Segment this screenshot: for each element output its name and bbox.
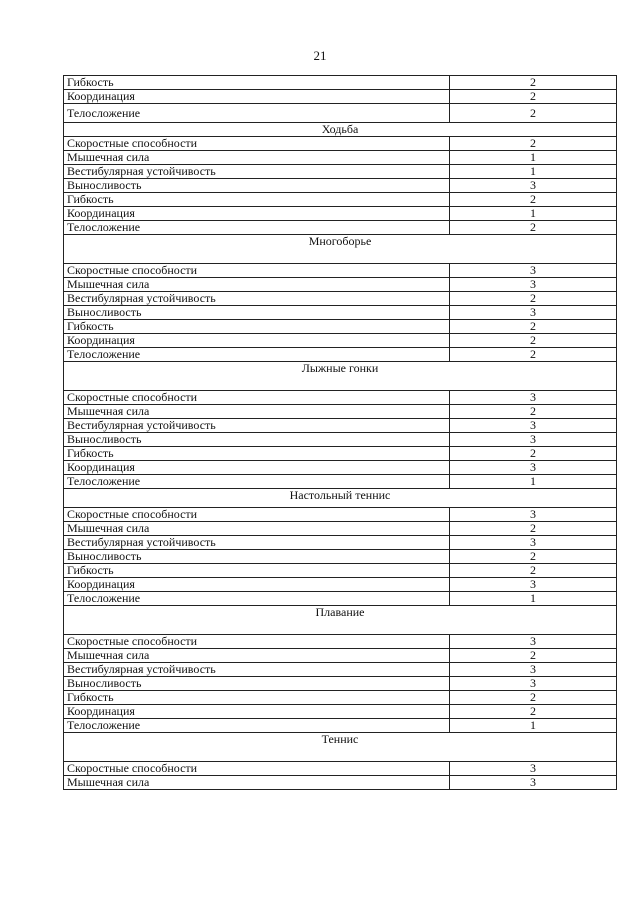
quality-label: Гибкость [64, 76, 450, 90]
quality-label: Скоростные способности [64, 391, 450, 405]
table-row [64, 405, 617, 419]
quality-label: Гибкость [64, 193, 450, 207]
quality-score: 2 [450, 320, 617, 334]
quality-label: Вестибулярная устойчивость [64, 663, 450, 677]
table-row [64, 592, 617, 606]
quality-score: 2 [450, 447, 617, 461]
section-title: Настольный теннис [64, 489, 617, 508]
quality-score: 1 [450, 151, 617, 165]
quality-label: Скоростные способности [64, 762, 450, 776]
quality-score: 2 [450, 405, 617, 419]
quality-score: 3 [450, 264, 617, 278]
table-row [64, 320, 617, 334]
table-row [64, 550, 617, 564]
quality-score: 2 [450, 90, 617, 104]
quality-label: Телосложение [64, 592, 450, 606]
quality-score: 3 [450, 306, 617, 320]
quality-score: 3 [450, 677, 617, 691]
quality-score: 3 [450, 391, 617, 405]
quality-score: 2 [450, 564, 617, 578]
table-row [64, 578, 617, 592]
table-row [64, 76, 617, 90]
section-title: Ходьба [64, 123, 617, 137]
table-row [64, 90, 617, 104]
table-row [64, 649, 617, 663]
table-row [64, 433, 617, 447]
quality-score: 2 [450, 221, 617, 235]
quality-label: Выносливость [64, 433, 450, 447]
quality-score: 2 [450, 705, 617, 719]
section-header-row [64, 733, 617, 762]
quality-score: 3 [450, 536, 617, 550]
quality-score: 1 [450, 165, 617, 179]
quality-score: 1 [450, 719, 617, 733]
quality-score: 2 [450, 649, 617, 663]
section-title: Плавание [64, 606, 617, 635]
quality-score: 2 [450, 550, 617, 564]
quality-label: Вестибулярная устойчивость [64, 419, 450, 433]
table-row [64, 264, 617, 278]
table-row [64, 705, 617, 719]
table-row [64, 564, 617, 578]
quality-score: 3 [450, 433, 617, 447]
quality-label: Вестибулярная устойчивость [64, 165, 450, 179]
quality-score: 3 [450, 578, 617, 592]
table-row [64, 348, 617, 362]
table-row [64, 151, 617, 165]
quality-score: 2 [450, 76, 617, 90]
section-header-row [64, 123, 617, 137]
quality-label: Гибкость [64, 320, 450, 334]
quality-score: 3 [450, 508, 617, 522]
quality-label: Мышечная сила [64, 151, 450, 165]
quality-label: Телосложение [64, 348, 450, 362]
qualities-table [63, 75, 617, 790]
quality-score: 2 [450, 104, 617, 123]
quality-score: 2 [450, 193, 617, 207]
table-row [64, 719, 617, 733]
quality-label: Мышечная сила [64, 278, 450, 292]
quality-score: 2 [450, 292, 617, 306]
quality-score: 1 [450, 592, 617, 606]
section-header-row [64, 235, 617, 264]
quality-label: Гибкость [64, 564, 450, 578]
table-row [64, 104, 617, 123]
quality-score: 3 [450, 762, 617, 776]
quality-score: 1 [450, 207, 617, 221]
table-body [64, 76, 617, 790]
quality-label: Гибкость [64, 691, 450, 705]
quality-score: 2 [450, 334, 617, 348]
table-row [64, 165, 617, 179]
quality-score: 3 [450, 776, 617, 790]
table-row [64, 677, 617, 691]
quality-label: Выносливость [64, 677, 450, 691]
table-row [64, 635, 617, 649]
quality-label: Скоростные способности [64, 635, 450, 649]
quality-label: Вестибулярная устойчивость [64, 536, 450, 550]
table-row [64, 391, 617, 405]
quality-label: Мышечная сила [64, 522, 450, 536]
quality-score: 3 [450, 635, 617, 649]
table-row [64, 221, 617, 235]
table-row [64, 762, 617, 776]
table-row [64, 179, 617, 193]
table-row [64, 536, 617, 550]
quality-label: Мышечная сила [64, 405, 450, 419]
quality-label: Скоростные способности [64, 137, 450, 151]
quality-label: Выносливость [64, 550, 450, 564]
table-row [64, 193, 617, 207]
quality-label: Координация [64, 578, 450, 592]
table-row [64, 522, 617, 536]
table-row [64, 508, 617, 522]
table-row [64, 461, 617, 475]
table-row [64, 306, 617, 320]
table-row [64, 447, 617, 461]
quality-label: Скоростные способности [64, 508, 450, 522]
section-header-row [64, 489, 617, 508]
page-number: 21 [313, 48, 327, 63]
quality-label: Телосложение [64, 104, 450, 123]
quality-label: Координация [64, 461, 450, 475]
quality-label: Скоростные способности [64, 264, 450, 278]
quality-score: 3 [450, 278, 617, 292]
quality-score: 3 [450, 179, 617, 193]
section-title: Многоборье [64, 235, 617, 264]
table-row [64, 137, 617, 151]
quality-label: Вестибулярная устойчивость [64, 292, 450, 306]
quality-score: 3 [450, 663, 617, 677]
quality-score: 2 [450, 691, 617, 705]
quality-label: Выносливость [64, 179, 450, 193]
section-header-row [64, 606, 617, 635]
quality-score: 3 [450, 461, 617, 475]
table-row [64, 663, 617, 677]
section-header-row [64, 362, 617, 391]
table-row [64, 475, 617, 489]
table-row [64, 419, 617, 433]
quality-label: Гибкость [64, 447, 450, 461]
section-title: Теннис [64, 733, 617, 762]
quality-score: 2 [450, 522, 617, 536]
table-row [64, 278, 617, 292]
table-row [64, 776, 617, 790]
table-row [64, 292, 617, 306]
section-title: Лыжные гонки [64, 362, 617, 391]
quality-label: Мышечная сила [64, 649, 450, 663]
quality-score: 2 [450, 348, 617, 362]
table-row [64, 207, 617, 221]
quality-label: Координация [64, 334, 450, 348]
quality-label: Выносливость [64, 306, 450, 320]
quality-label: Координация [64, 705, 450, 719]
quality-label: Телосложение [64, 475, 450, 489]
quality-score: 1 [450, 475, 617, 489]
quality-score: 2 [450, 137, 617, 151]
quality-label: Координация [64, 207, 450, 221]
table-row [64, 334, 617, 348]
quality-label: Телосложение [64, 221, 450, 235]
quality-score: 3 [450, 419, 617, 433]
table-row [64, 691, 617, 705]
quality-label: Мышечная сила [64, 776, 450, 790]
quality-label: Координация [64, 90, 450, 104]
quality-label: Телосложение [64, 719, 450, 733]
